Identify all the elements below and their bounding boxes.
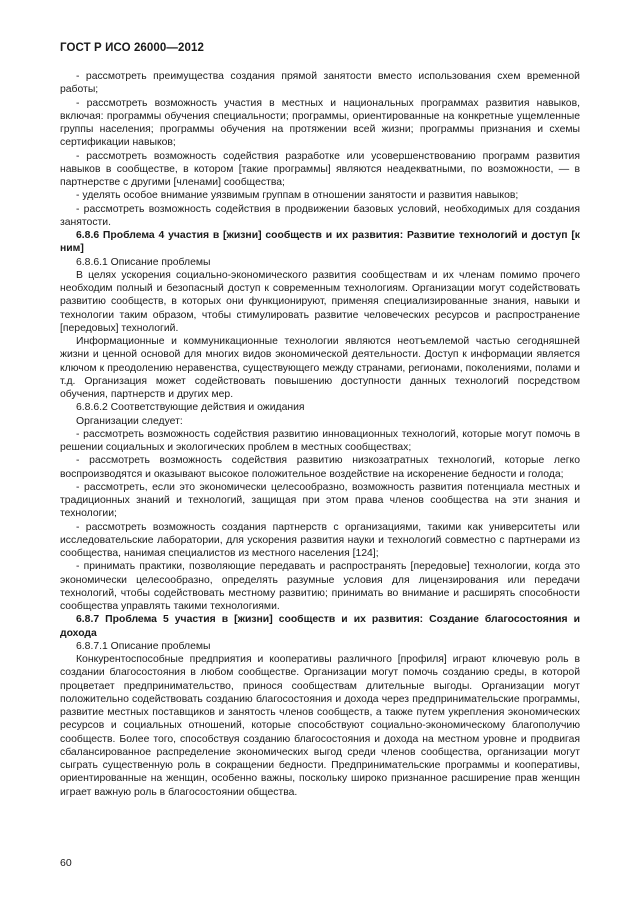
list-item: - рассмотреть преимущества создания прямой занятости вместо использования схем временной работы; [60,71,580,96]
standard-header: ГОСТ Р ИСО 26000—2012 [60,42,205,54]
list-item: - принимать практики, позволяющие передавать и распространять [передовые] технологии, когда это экономически целесообразно, определять разумные условия для лицензирования или передачи технологий, чтобы содействовать местному развитию; принимать во внимание и расширять способности сообщества управлять такими технологиями. [60,561,580,612]
body-paragraph: Организации следует: [76,415,183,427]
body-paragraph: Конкурентоспособные предприятия и кооперативы различного [профиля] играют ключевую роль в создании благосостояния в любом сообществе. Организации могут помочь созданию среды, в которой процветает предпринимательство, принося сообществам длительные выгоды. Организации могут положительно содействовать созданию благосостояния и дохода через предпринимательские программы, развитие местных поставщиков и занятость членов сообществ, а также путем укрепления экономических ресурсов и социальных отношений, которые способствуют социально-экономическому благополучию сообществ. Более того, способствуя созданию благосостояния и дохода на местном уровне и продвигая сбалансированное распределение экономических выгод среди членов сообщества, организации могут сыграть существенную роль в сокращении бедности. Предпринимательские программы и кооперативы, ориентированные на женщин, особенно важны, поскольку широко признанное расширение прав женщин играет важную роль в благосостоянии общества. [60,654,580,798]
subsection-heading: 6.8.7.1 Описание проблемы [76,640,211,652]
list-item: - рассмотреть возможность содействия разработке или усовершенствованию программ развития навыков в сообществе, в котором [такие программы] являются неадекватными, по возможности, — в партнерстве с другими [членами] сообщества; [60,150,580,188]
list-item: - уделять особое внимание уязвимым группам в отношении занятости и развития навыков; [76,190,519,202]
list-item: - рассмотреть возможность участия в местных и национальных программах развития навыков, включая: программы обучения специальности; программы, ориентированные на конкретные ущемленные группы населения; программы обучения на протяжении всей жизни; программы признания и схемы сертификации навыков; [60,97,580,149]
section-heading-6-8-7: 6.8.7 Проблема 5 участия в [жизни] сообществ и их развития: Создание благосостояния и дохода [60,614,580,639]
subsection-heading: 6.8.6.1 Описание проблемы [76,256,211,268]
body-paragraph: В целях ускорения социально-экономического развития сообществам и их членам помимо прочего необходим полный и безопасный доступ к современным технологиям. Организации могут содействовать развитию сообществ, в которых они функционируют, применяя специализированные знания, навыки и технологии таким образом, чтобы стимулировать развитие человеческих ресурсов и распространение [передовых] технологий. [60,269,580,334]
body-paragraph: Информационные и коммуникационные технологии являются неотъемлемой частью сегодняшней жизни и ценной основой для многих видов экономической деятельности. Доступ к информации является ключом к преодолению неравенства, существующего между странами, регионами, поколениями, полами и т.д. Организация может содействовать повышению доступности данных технологий посредством обучения, партнерств и других мер. [60,336,580,400]
list-item: - рассмотреть возможность содействия развитию низкозатратных технологий, которые легко воспроизводятся и оказывают высокое положительное воздействие на искоренение бедности и голода; [60,455,580,480]
document-body [60,70,580,799]
list-item: - рассмотреть, если это экономически целесообразно, возможность развития потенциала местных и традиционных знаний и технологий, защищая при этом права членов сообщества на эти знания и технологии; [60,481,580,520]
list-item: - рассмотреть возможность содействия в продвижении базовых условий, необходимых для создания занятости. [60,203,580,228]
list-item: - рассмотреть возможность содействия развитию инновационных технологий, которые могут помочь в решении социальных и экологических проблем в местных сообществах; [60,428,580,453]
page-number: 60 [60,857,72,869]
section-heading-6-8-6: 6.8.6 Проблема 4 участия в [жизни] сообществ и их развития: Развитие технологий и доступ [к ним] [60,230,580,255]
subsection-heading: 6.8.6.2 Соответствующие действия и ожидания [76,402,305,414]
list-item: - рассмотреть возможность создания партнерств с организациями, такими как университеты или исследовательские лаборатории, для ускорения развития науки и технологий совместно с партнерами из сообщества, нанимая специалистов из местного населения [124]; [60,521,580,559]
